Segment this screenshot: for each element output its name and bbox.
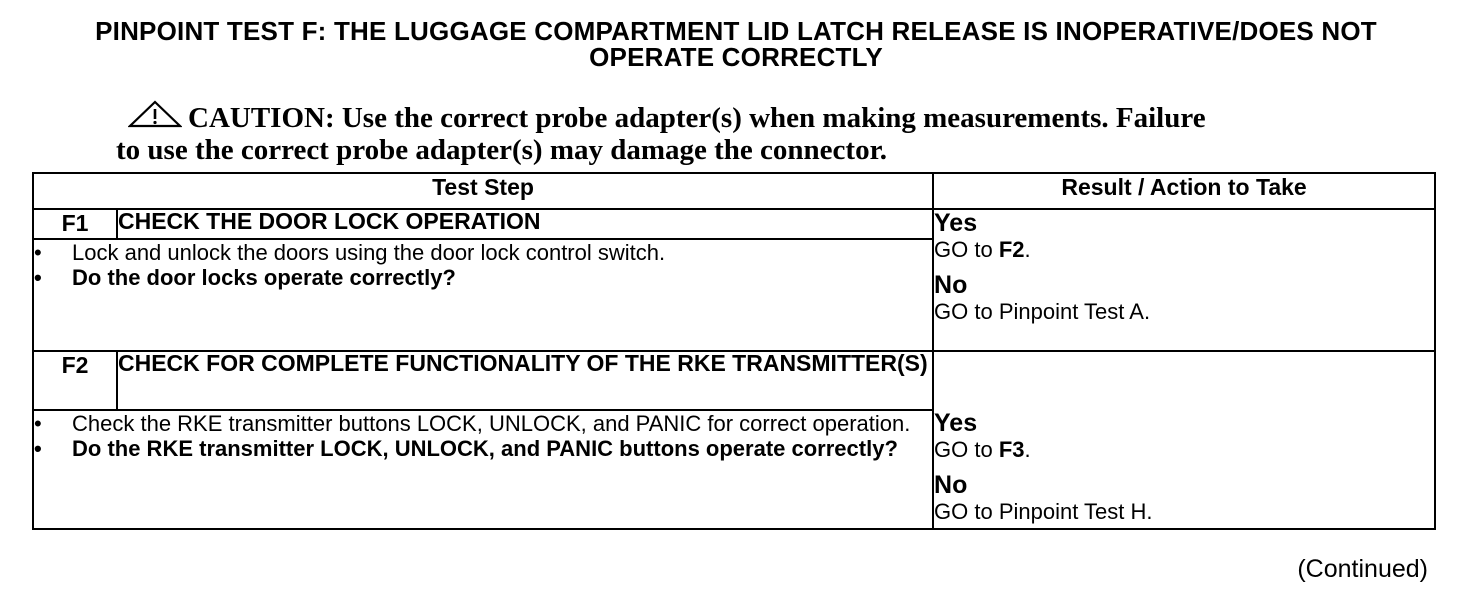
result-no-action: GO to Pinpoint Test H. [934, 499, 1153, 524]
table-header-row [33, 173, 1435, 209]
page-title [0, 18, 1472, 70]
pinpoint-test-table [32, 172, 1436, 530]
yes-action-target: F3 [998, 437, 1025, 462]
step-bullet: • Lock and unlock the doors using the door lock control switch. [34, 240, 932, 265]
continued-note: (Continued) [1297, 555, 1428, 583]
header-result-action: Result / Action to Take [933, 173, 1435, 209]
result-yes-action [934, 237, 1434, 262]
yes-action-target: F2 [998, 237, 1025, 262]
step-body [33, 239, 933, 351]
step-body [33, 410, 933, 529]
yes-action-prefix: GO to [934, 437, 999, 462]
title-line-1: PINPOINT TEST F: THE LUGGAGE COMPARTMENT LID LATCH RELEASE IS INOPERATIVE/DOES NOT [95, 16, 1377, 46]
result-yes-action [934, 437, 1434, 462]
step-question: • Do the RKE transmitter LOCK, UNLOCK, and PANIC buttons operate correctly? [34, 436, 932, 461]
header-test-step: Test Step [33, 173, 933, 209]
caution-note [116, 100, 1346, 166]
step-bullet: • Check the RKE transmitter buttons LOCK, UNLOCK, and PANIC for correct operation. [34, 411, 932, 436]
step-title-row [33, 209, 1435, 239]
yes-action-suffix: . [1024, 237, 1031, 262]
step-question: • Do the door locks operate correctly? [34, 265, 932, 290]
title-line-2: OPERATE CORRECTLY [589, 42, 883, 72]
caution-text-line-1: CAUTION: Use the correct probe adapter(s) when making measurements. Failure [188, 102, 1206, 134]
step-result [933, 209, 1435, 351]
step-id: F1 [33, 209, 117, 239]
step-title-row [33, 351, 1435, 410]
step-result [933, 351, 1435, 529]
step-title: CHECK THE DOOR LOCK OPERATION [117, 209, 933, 239]
result-no-label: No [934, 271, 968, 299]
result-no-label: No [934, 471, 968, 499]
result-yes-label: Yes [934, 209, 978, 237]
result-no-action: GO to Pinpoint Test A. [934, 299, 1151, 324]
result-yes-label: Yes [934, 409, 978, 437]
step-id: F2 [33, 351, 117, 410]
caution-text-line-2: to use the correct probe adapter(s) may damage the connector. [116, 134, 888, 166]
warning-triangle-icon [128, 100, 182, 128]
step-title: CHECK FOR COMPLETE FUNCTIONALITY OF THE RKE TRANSMITTER(S) [117, 351, 933, 410]
yes-action-prefix: GO to [934, 237, 999, 262]
yes-action-suffix: . [1024, 437, 1031, 462]
